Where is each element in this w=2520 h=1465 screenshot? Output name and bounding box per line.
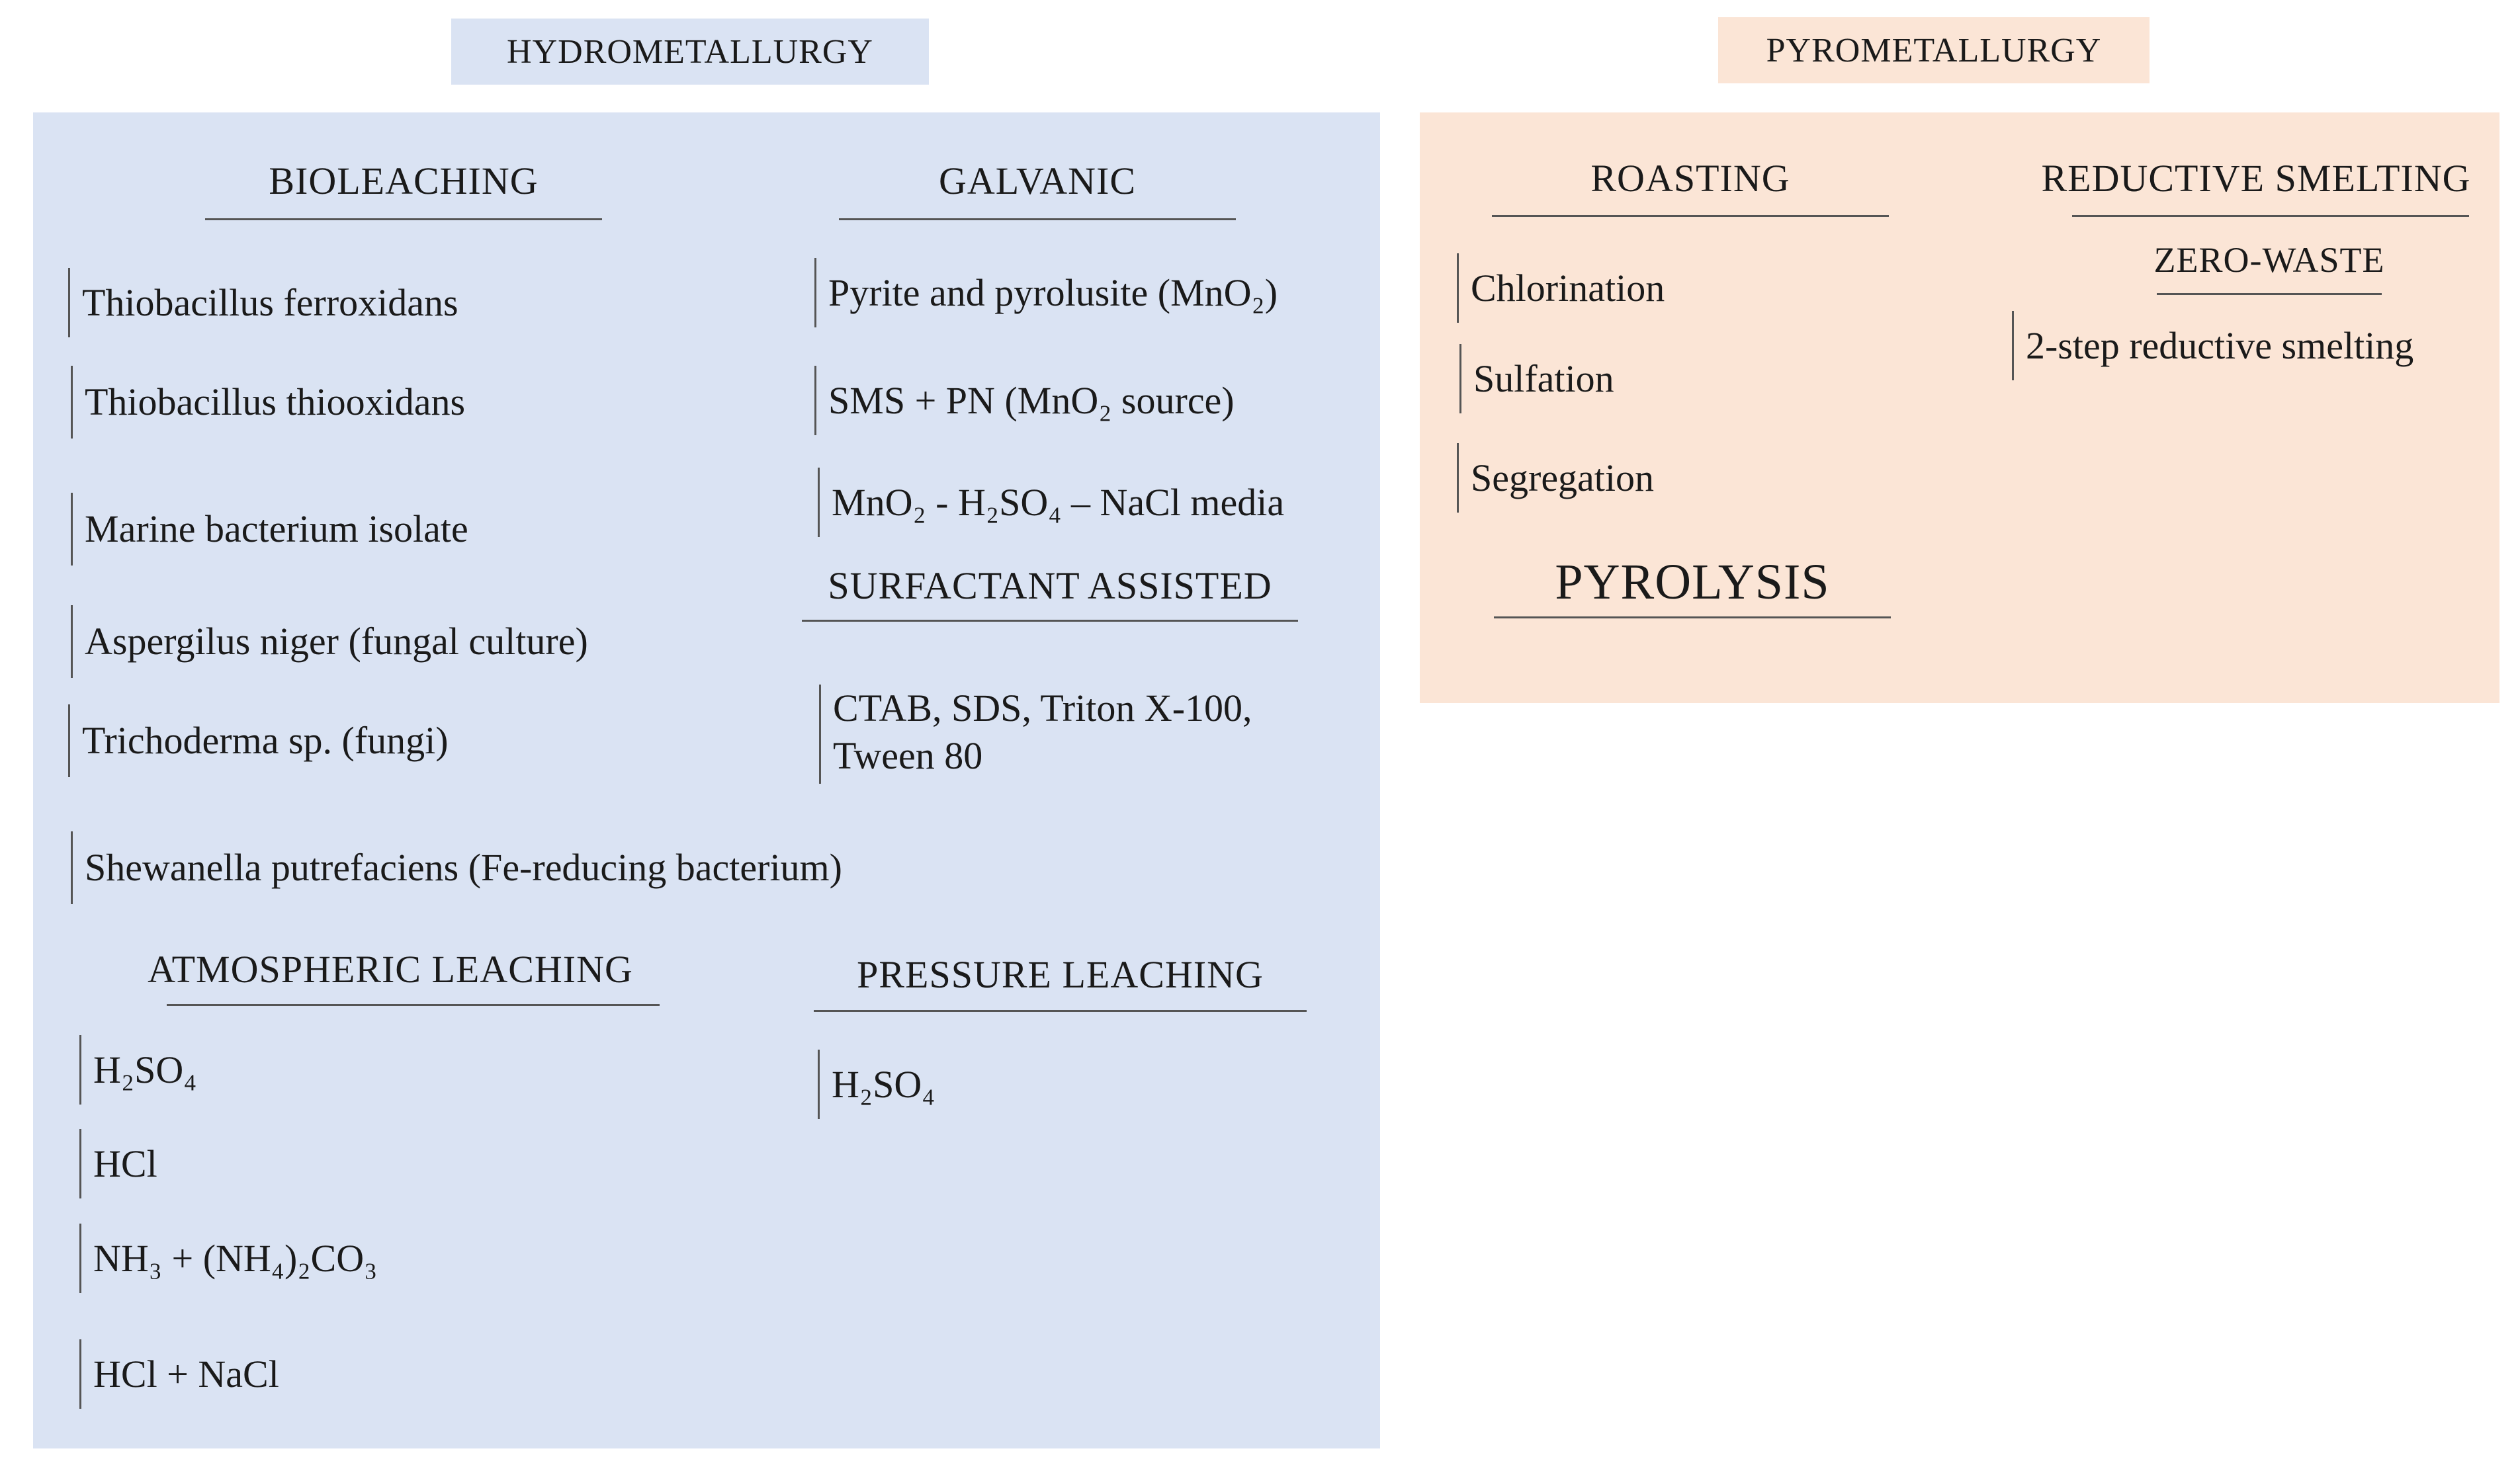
- roasting-heading: ROASTING: [1590, 157, 1790, 200]
- bioleaching-heading: BIOLEACHING: [269, 159, 539, 202]
- roasting-rule: [1492, 215, 1889, 217]
- bioleaching-item: Trichoderma sp. (fungi): [68, 704, 449, 777]
- atmospheric-item: H₂SO₄: [79, 1035, 196, 1105]
- bioleaching-item: Marine bacterium isolate: [71, 493, 468, 565]
- zero-waste-subheading: ZERO-WASTE: [2153, 240, 2385, 280]
- galvanic-item: MnO₂ - H₂SO₄ – NaCl media: [818, 468, 1284, 537]
- bioleaching-item: Thiobacillus ferroxidans: [68, 268, 458, 337]
- hydrometallurgy-title: HYDROMETALLURGY: [451, 19, 929, 85]
- roasting-item: Chlorination: [1457, 253, 1665, 323]
- bioleaching-item: Thiobacillus thiooxidans: [71, 366, 465, 439]
- roasting-item: Segregation: [1457, 443, 1654, 513]
- pressure-leaching-heading: PRESSURE LEACHING: [857, 953, 1264, 996]
- pyrometallurgy-title: PYROMETALLURGY: [1718, 17, 2150, 83]
- atmospheric-item: HCl: [79, 1129, 157, 1198]
- atmospheric-item: NH₃ + (NH₄)₂CO₃: [79, 1224, 377, 1293]
- surfactant-item: CTAB, SDS, Triton X-100, Tween 80: [819, 685, 1296, 784]
- galvanic-heading: GALVANIC: [938, 159, 1137, 202]
- pyrolysis-heading: PYROLYSIS: [1555, 554, 1830, 610]
- galvanic-rule: [839, 218, 1236, 220]
- pyrolysis-rule: [1494, 616, 1891, 618]
- roasting-item: Sulfation: [1459, 344, 1614, 413]
- galvanic-item: SMS + PN (MnO₂ source): [814, 366, 1235, 435]
- reductive-smelting-heading: REDUCTIVE SMELTING: [2041, 157, 2471, 200]
- atmospheric-item: HCl + NaCl: [79, 1339, 279, 1409]
- reductive-item: 2-step reductive smelting: [2012, 311, 2413, 380]
- reductive-smelting-rule: [2072, 215, 2469, 217]
- zero-waste-rule: [2157, 293, 2382, 295]
- bioleaching-rule: [205, 218, 602, 220]
- surfactant-rule: [802, 620, 1298, 622]
- surfactant-heading: SURFACTANT ASSISTED: [828, 564, 1272, 607]
- pressure-item: H₂SO₄: [818, 1050, 935, 1119]
- atmospheric-leaching-rule: [167, 1004, 660, 1006]
- bioleaching-item: Shewanella putrefaciens (Fe-reducing bacterium): [71, 831, 842, 904]
- galvanic-item: Pyrite and pyrolusite (MnO₂): [814, 258, 1278, 327]
- atmospheric-leaching-heading: ATMOSPHERIC LEACHING: [148, 948, 633, 991]
- bioleaching-item: Aspergilus niger (fungal culture): [71, 605, 588, 678]
- pressure-leaching-rule: [814, 1010, 1307, 1012]
